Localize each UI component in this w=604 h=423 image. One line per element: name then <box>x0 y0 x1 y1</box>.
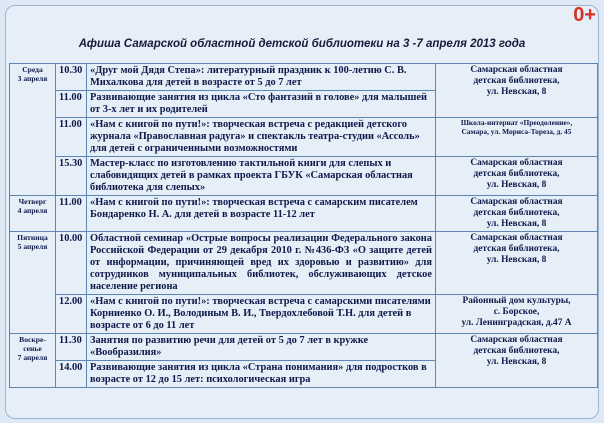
table-row <box>10 295 598 334</box>
event-description: Областной семинар «Острые вопросы реализации Федерального закона Российской Федерации от 29 декабря 2010 г. №436-ФЗ «О защите детей от информации, причиняющей вред их здоровью и развитию» для сотрудников муниципальных библиотек, обслуживающих детское население региона <box>87 232 436 295</box>
place-line: Школа-интернат «Преодоление», <box>460 118 573 127</box>
event-description: «Нам с книгой по пути!»: творческая встреча с самарскими писателями Корниенко О. И., Володиным В. И., Твердохлебовой Т.Н. для детей в возрасте от 6 до 11 лет <box>87 295 436 334</box>
day-name: сенье <box>23 344 42 353</box>
event-place <box>436 295 598 334</box>
day-cell <box>10 232 56 334</box>
day-name: Пятница <box>17 233 48 242</box>
day-date: 5 апреля <box>17 242 48 251</box>
event-place <box>436 118 598 157</box>
place-line: детская библиотека, <box>473 346 560 356</box>
place-line: ул. Невская, 8 <box>486 87 547 97</box>
table-row <box>10 64 598 91</box>
place-line: Самарская областная <box>470 335 563 345</box>
event-description: «Друг мой Дядя Степа»: литературный праздник к 100-летию С. В. Михалкова для детей в возрасте от 5 до 7 лет <box>87 64 436 91</box>
table-row <box>10 196 598 232</box>
day-date: 4 апреля <box>17 206 48 215</box>
table-row <box>10 157 598 196</box>
event-time: 12.00 <box>56 295 87 334</box>
place-line: детская библиотека, <box>473 244 560 254</box>
place-line: детская библиотека, <box>473 169 560 179</box>
place-line: детская библиотека, <box>473 208 560 218</box>
event-place <box>436 334 598 388</box>
event-description: Развивающие занятия из цикла «Сто фантазий в голове» для малышей от 3-х лет и их родителей <box>87 91 436 118</box>
table-row <box>10 334 598 361</box>
day-name: Воскре- <box>19 335 46 344</box>
table-row <box>10 118 598 157</box>
place-line: Самарская областная <box>470 233 563 243</box>
place-line: ул. Невская, 8 <box>486 180 547 190</box>
event-description: «Нам с книгой по пути!»: творческая встреча с самарским писателем Бондаренко Н. А. для детей в возрасте 11-12 лет <box>87 196 436 232</box>
event-place <box>436 196 598 232</box>
event-description: «Нам с книгой по пути!»: творческая встреча с редакцией детского журнала «Православная радуга» и спектакль театра-студии «Ассоль» для детей с ограниченными возможностями <box>87 118 436 157</box>
place-line: ул. Невская, 8 <box>486 255 547 265</box>
event-time: 11.00 <box>56 91 87 118</box>
place-line: Районный дом культуры, <box>462 296 571 306</box>
day-cell <box>10 64 56 196</box>
event-time: 11.00 <box>56 118 87 157</box>
day-name: Четверг <box>18 197 47 206</box>
place-line: ул. Невская, 8 <box>486 219 547 229</box>
event-place <box>436 232 598 295</box>
place-line: ул. Невская, 8 <box>486 357 547 367</box>
page-title: Афиша Самарской областной детской библиотеки на 3 -7 апреля 2013 года <box>78 38 526 50</box>
place-line: детская библиотека, <box>473 76 560 86</box>
day-date: 7 апреля <box>17 353 48 362</box>
event-time: 10.00 <box>56 232 87 295</box>
event-place <box>436 157 598 196</box>
event-description: Мастер-класс по изготовлению тактильной книги для слепых и слабовидящих детей в рамках проекта ГБУК «Самарская областная библиотека для слепых» <box>87 157 436 196</box>
day-name: Среда <box>22 65 43 74</box>
place-line: Самарская областная <box>470 158 563 168</box>
event-time: 11.30 <box>56 334 87 361</box>
event-place <box>436 64 598 118</box>
event-description: Занятия по развитию речи для детей от 5 до 7 лет в кружке «Вообразилия» <box>87 334 436 361</box>
place-line: с. Борское, <box>493 307 540 317</box>
event-time: 11.00 <box>56 196 87 232</box>
table-row <box>10 232 598 295</box>
event-time: 15.30 <box>56 157 87 196</box>
place-line: Самара, ул. Мориса-Тореза, д. 45 <box>461 126 572 136</box>
place-line: ул. Ленинградская, д.47 А <box>461 318 572 328</box>
age-rating-badge: 0+ <box>573 4 596 26</box>
day-cell <box>10 334 56 388</box>
day-date: 3 апреля <box>17 74 48 83</box>
event-description: Развивающие занятия из цикла «Страна понимания» для подростков в возрасте от 12 до 15 лет: психологическая игра <box>87 361 436 388</box>
place-line: Самарская областная <box>470 65 563 75</box>
event-time: 14.00 <box>56 361 87 388</box>
place-line: Самарская областная <box>470 197 563 207</box>
schedule-table <box>9 63 598 388</box>
event-time: 10.30 <box>56 64 87 91</box>
day-cell <box>10 196 56 232</box>
